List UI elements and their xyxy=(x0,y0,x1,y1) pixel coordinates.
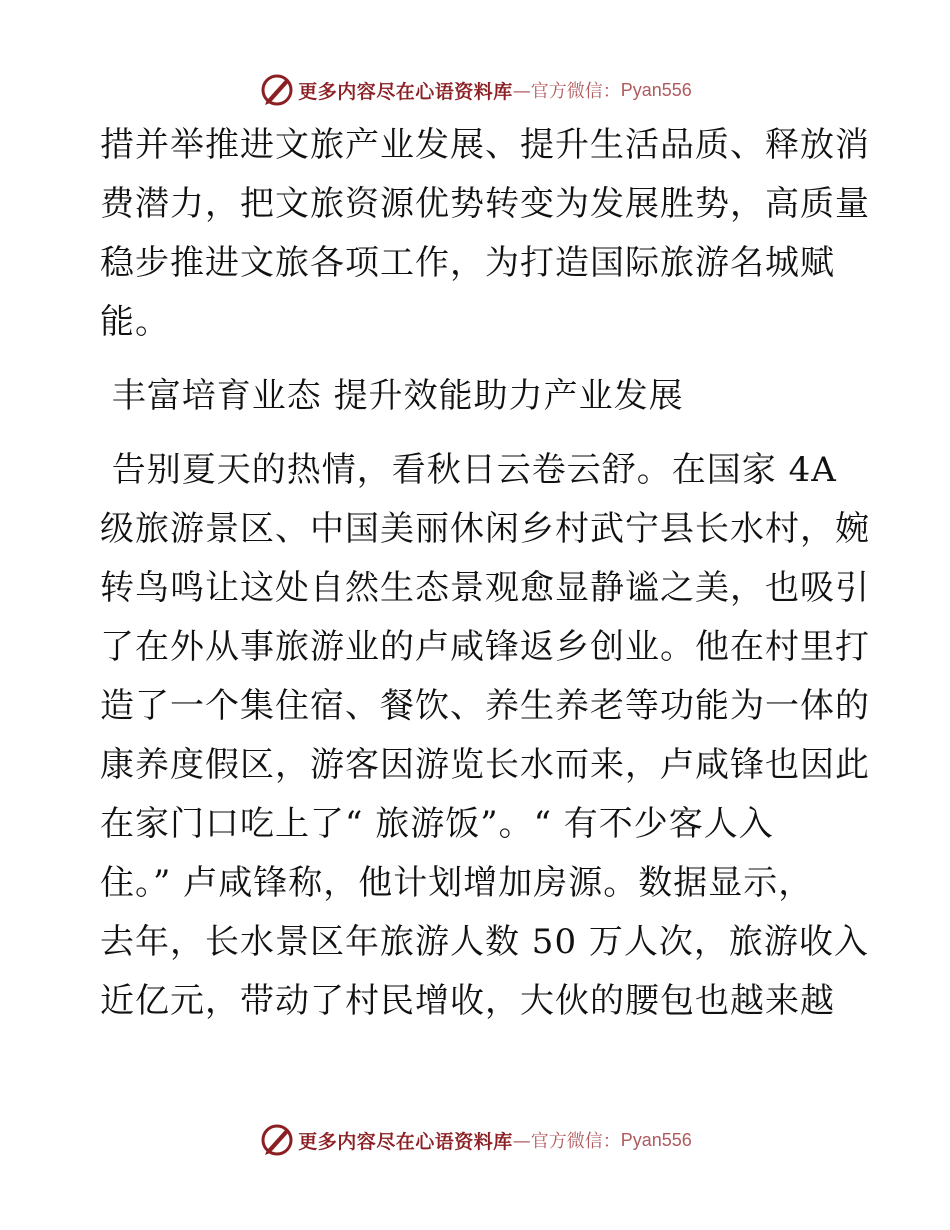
pen-logo-icon xyxy=(258,71,296,109)
watermark-header xyxy=(0,70,950,110)
watermark-sub-text: —官方微信： xyxy=(512,81,621,102)
paragraph-line: 告别夏天的热情，看秋日云卷云舒。在国家 4A xyxy=(100,450,837,490)
paragraph-line: 了在外从事旅游业的卢咸锋返乡创业。他在村里打 xyxy=(100,627,870,667)
paragraph-line: 费潜力，把文旅资源优势转变为发展胜势，高质量 xyxy=(100,184,870,224)
paragraph-line: 去年，长水景区年旅游人数 50 万人次，旅游收入 xyxy=(100,922,869,962)
watermark-wechat-id: Pyan556 xyxy=(620,1129,692,1150)
paragraph-line: 能。 xyxy=(100,302,170,342)
watermark-wechat-id: Pyan556 xyxy=(620,79,692,100)
watermark-main-text: 更多内容尽在心语资料库 xyxy=(298,1130,513,1153)
paragraph-line: 稳步推进文旅各项工作，为打造国际旅游名城赋 xyxy=(100,243,835,283)
paragraph-line: 住。” 卢咸锋称，他计划增加房源。数据显示， xyxy=(100,863,814,903)
paragraph-line: 在家门口吃上了“ 旅游饭”。“ 有不少客人入 xyxy=(100,804,774,844)
paragraph-line: 措并举推进文旅产业发展、提升生活品质、释放消 xyxy=(100,125,870,165)
paragraph-line: 近亿元，带动了村民增收，大伙的腰包也越来越 xyxy=(100,981,835,1021)
watermark-main-text: 更多内容尽在心语资料库 xyxy=(298,80,513,103)
paragraph-line: 转鸟鸣让这处自然生态景观愈显静谧之美，也吸引 xyxy=(100,568,870,608)
watermark-sub-text: —官方微信： xyxy=(512,1131,621,1152)
watermark-footer xyxy=(0,1120,950,1160)
paragraph-line: 级旅游景区、中国美丽休闲乡村武宁县长水村，婉 xyxy=(100,509,870,549)
paragraph-line: 康养度假区，游客因游览长水而来，卢咸锋也因此 xyxy=(100,745,870,785)
pen-logo-icon xyxy=(258,1121,296,1159)
section-heading: 丰富培育业态 提升效能助力产业发展 xyxy=(100,376,684,416)
paragraph-line: 造了一个集住宿、餐饮、养生养老等功能为一体的 xyxy=(100,686,870,726)
